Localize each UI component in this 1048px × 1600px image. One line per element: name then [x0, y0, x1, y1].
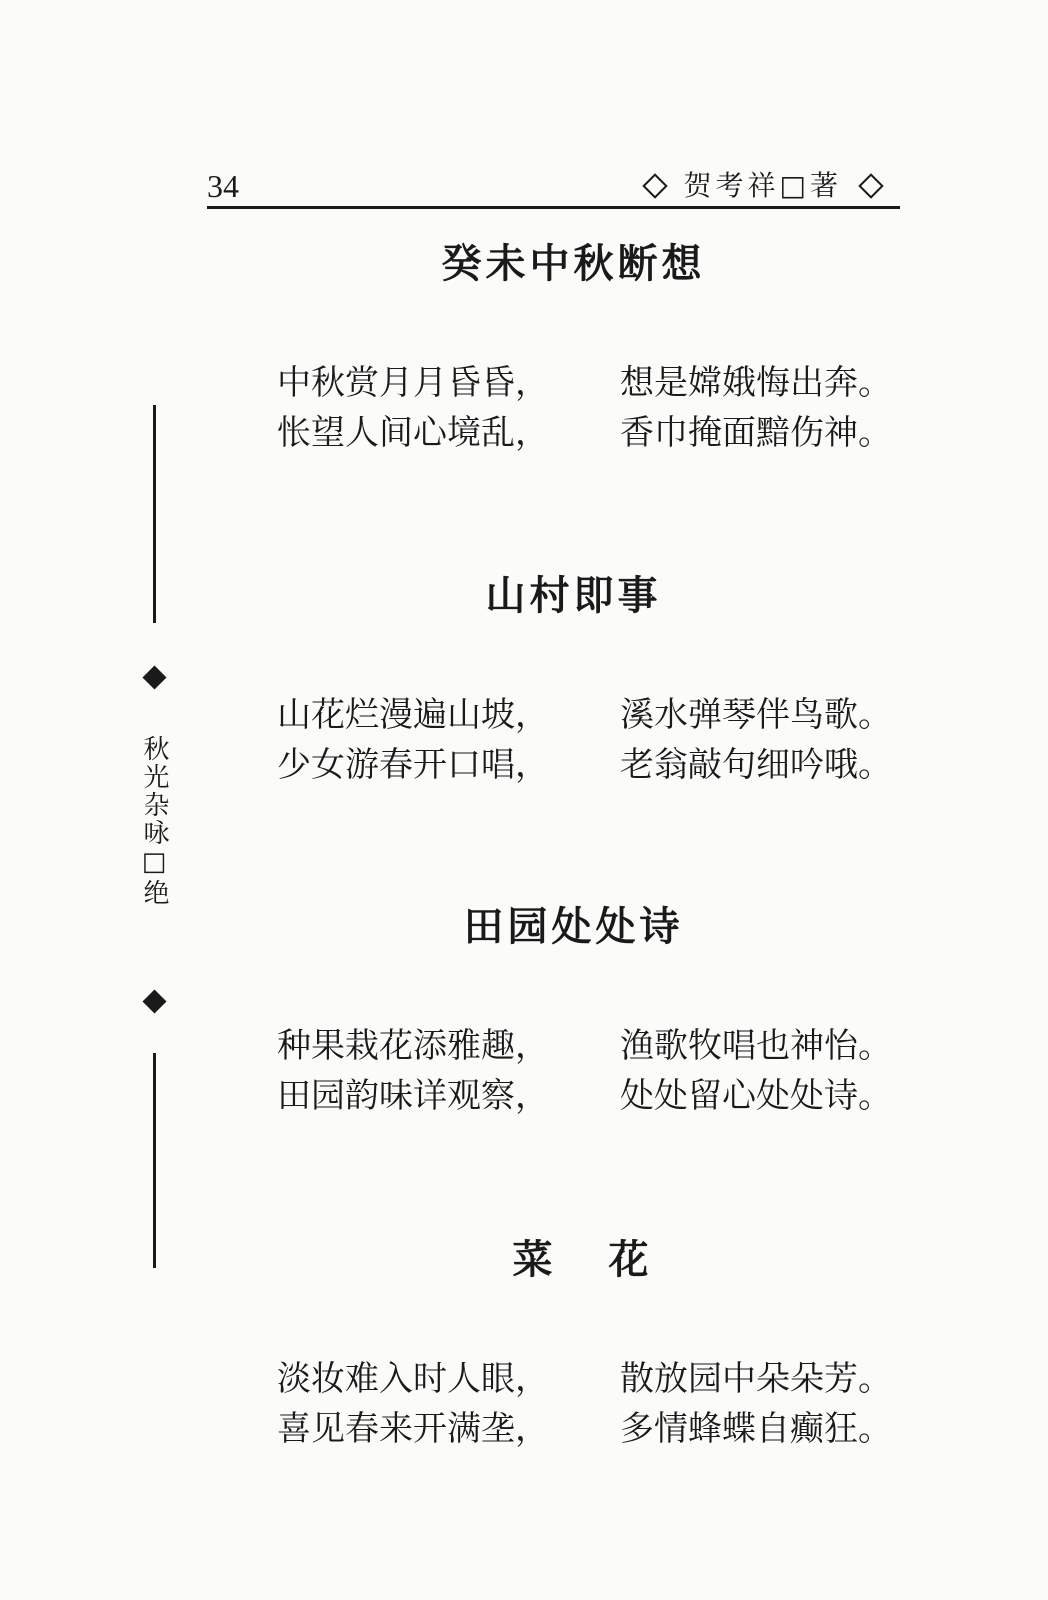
poem-lines — [207, 1354, 900, 1454]
poem — [207, 240, 900, 458]
poem-lines — [207, 690, 900, 790]
line-first-half: 田园韵味详观察， — [277, 1076, 549, 1116]
line-first-half: 淡妆难入时人眼， — [277, 1359, 549, 1399]
side-rule-top — [153, 405, 156, 623]
line-second-half: 处处留心处处诗。 — [620, 1076, 892, 1116]
running-head — [626, 168, 900, 204]
poem-line — [207, 358, 900, 408]
line-second-half: 想是嫦娥悔出奔。 — [620, 363, 892, 403]
poem-line — [207, 1354, 900, 1404]
line-second-half: 溪水弹琴伴鸟歌。 — [620, 695, 892, 735]
header-rule — [207, 206, 900, 209]
line-first-half: 中秋赏月月昏昏， — [277, 363, 549, 403]
line-first-half: 少女游春开口唱， — [277, 745, 549, 785]
line-second-half: 散放园中朵朵芳。 — [620, 1359, 892, 1399]
diamond-outline-icon — [642, 173, 667, 198]
line-first-half: 喜见春来开满垄， — [277, 1409, 549, 1449]
line-second-half: 老翁敲句细吟哦。 — [620, 745, 892, 785]
poem-lines — [207, 1021, 900, 1121]
poem — [207, 1236, 900, 1454]
poem — [207, 903, 900, 1121]
line-first-half: 山花烂漫遍山坡， — [277, 695, 549, 735]
poem-lines — [207, 358, 900, 458]
author-credit: 贺考祥□著 — [683, 169, 842, 202]
line-first-half: 怅望人间心境乱， — [277, 413, 549, 453]
diamond-icon — [142, 989, 166, 1013]
poem-line — [207, 1071, 900, 1121]
poem-line — [207, 1404, 900, 1454]
section-title: 秋光杂咏□绝 — [139, 735, 169, 907]
poem-title: 山村即事 — [485, 573, 662, 619]
page-number: 34 — [207, 168, 239, 204]
poem-line — [207, 1021, 900, 1071]
diamond-icon — [142, 665, 166, 689]
line-second-half: 香巾掩面黯伤神。 — [620, 413, 892, 453]
line-first-half: 种果栽花添雅趣， — [277, 1026, 549, 1066]
poem-title: 菜花 — [512, 1237, 705, 1283]
line-second-half: 渔歌牧唱也神怡。 — [620, 1026, 892, 1066]
line-second-half: 多情蜂蝶自癫狂。 — [620, 1409, 892, 1449]
poem-line — [207, 408, 900, 458]
poem — [207, 572, 900, 790]
page-header — [207, 164, 900, 208]
side-rule-bottom — [153, 1053, 156, 1268]
poem-line — [207, 740, 900, 790]
diamond-outline-icon — [858, 173, 883, 198]
poem-line — [207, 690, 900, 740]
poem-title: 田园处处诗 — [463, 904, 684, 950]
poem-title: 癸未中秋断想 — [441, 241, 706, 287]
